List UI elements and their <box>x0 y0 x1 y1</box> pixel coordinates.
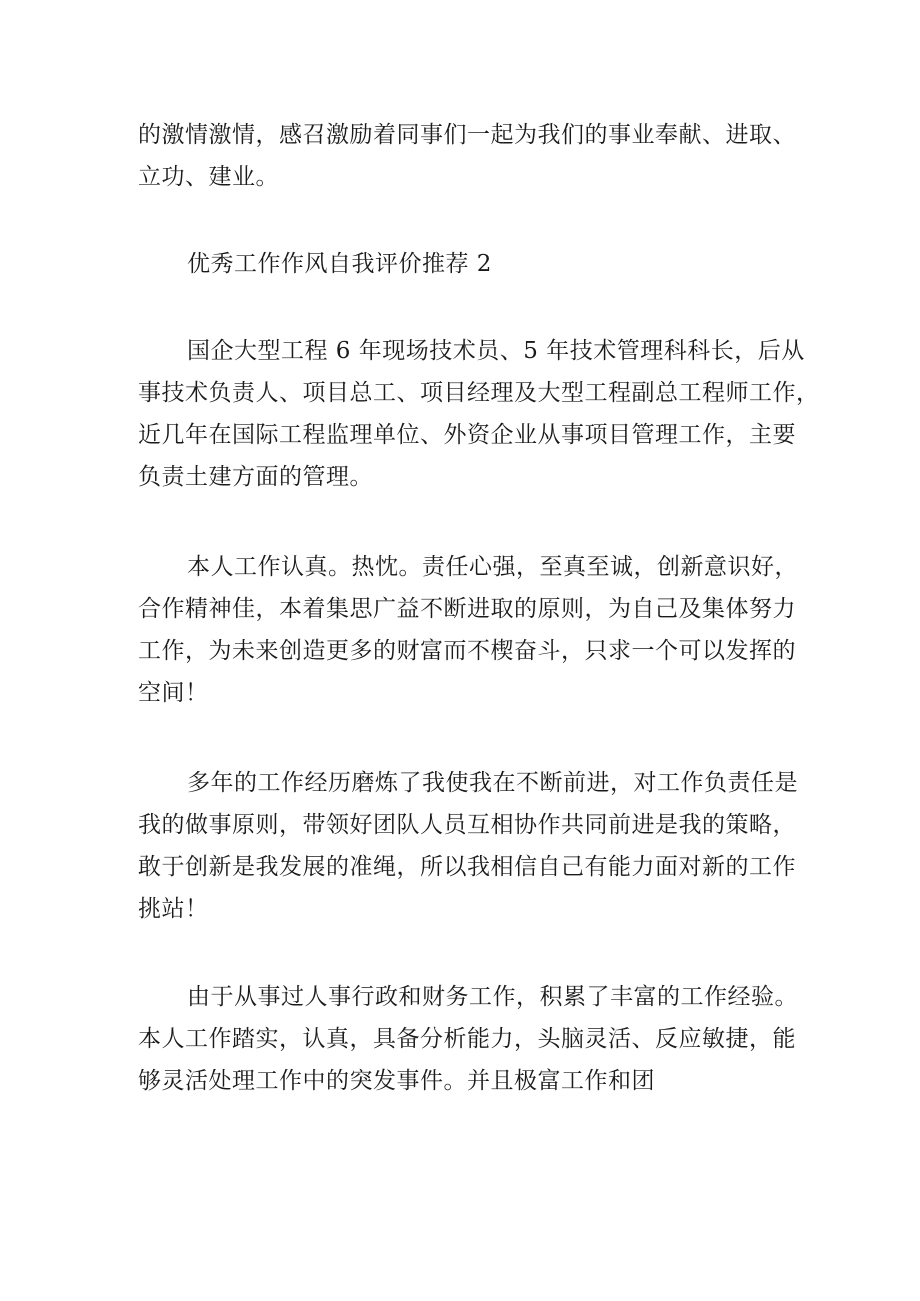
paragraph-principles <box>138 762 803 930</box>
text-line: 合作精神佳，本着集思广益不断进取的原则，为自己及集体努力 <box>138 596 796 622</box>
text-line: 敢于创新是我发展的准绳，所以我相信自己有能力面对新的工作 <box>138 854 796 880</box>
text-line: 够灵活处理工作中的突发事件。并且极富工作和团 <box>138 1068 655 1094</box>
text-line: 近几年在国际工程监理单位、外资企业从事项目管理工作，主要 <box>138 422 796 448</box>
text-line: 事技术负责人、项目总工、项目经理及大型工程副总工程师工作， <box>138 380 820 406</box>
text-line: 本人工作认真。热忱。责任心强，至真至诚，创新意识好， <box>187 554 798 580</box>
text-line: 空间！ <box>138 680 209 706</box>
text-line: 本人工作踏实，认真，具备分析能力，头脑灵活、反应敏捷，能 <box>138 1026 796 1052</box>
text-line: 我的做事原则，带领好团队人员互相协作共同前进是我的策略， <box>138 812 796 838</box>
text-line: 工作，为未来创造更多的财富而不楔奋斗，只求一个可以发挥的 <box>138 638 796 664</box>
heading-text: 优秀工作作风自我评价推荐 2 <box>187 251 492 277</box>
text-line: 负责土建方面的管理。 <box>138 464 373 490</box>
text-line: 由于从事过人事行政和财务工作，积累了丰富的工作经验。 <box>187 984 798 1010</box>
text-line: 的激情激情，感召激励着同事们一起为我们的事业奉献、进取、 <box>138 122 796 148</box>
paragraph-continuation <box>138 114 803 198</box>
text-line: 多年的工作经历磨炼了我使我在不断前进，对工作负责任是 <box>187 770 798 796</box>
paragraph-attitude <box>138 546 803 714</box>
paragraph-skills <box>138 976 803 1102</box>
text-line: 挑站！ <box>138 896 209 922</box>
text-line: 国企大型工程 6 年现场技术员、5 年技术管理科科长，后从 <box>187 338 805 364</box>
text-line: 立功、建业。 <box>138 164 279 190</box>
paragraph-experience <box>138 330 820 498</box>
section-heading <box>138 243 803 285</box>
